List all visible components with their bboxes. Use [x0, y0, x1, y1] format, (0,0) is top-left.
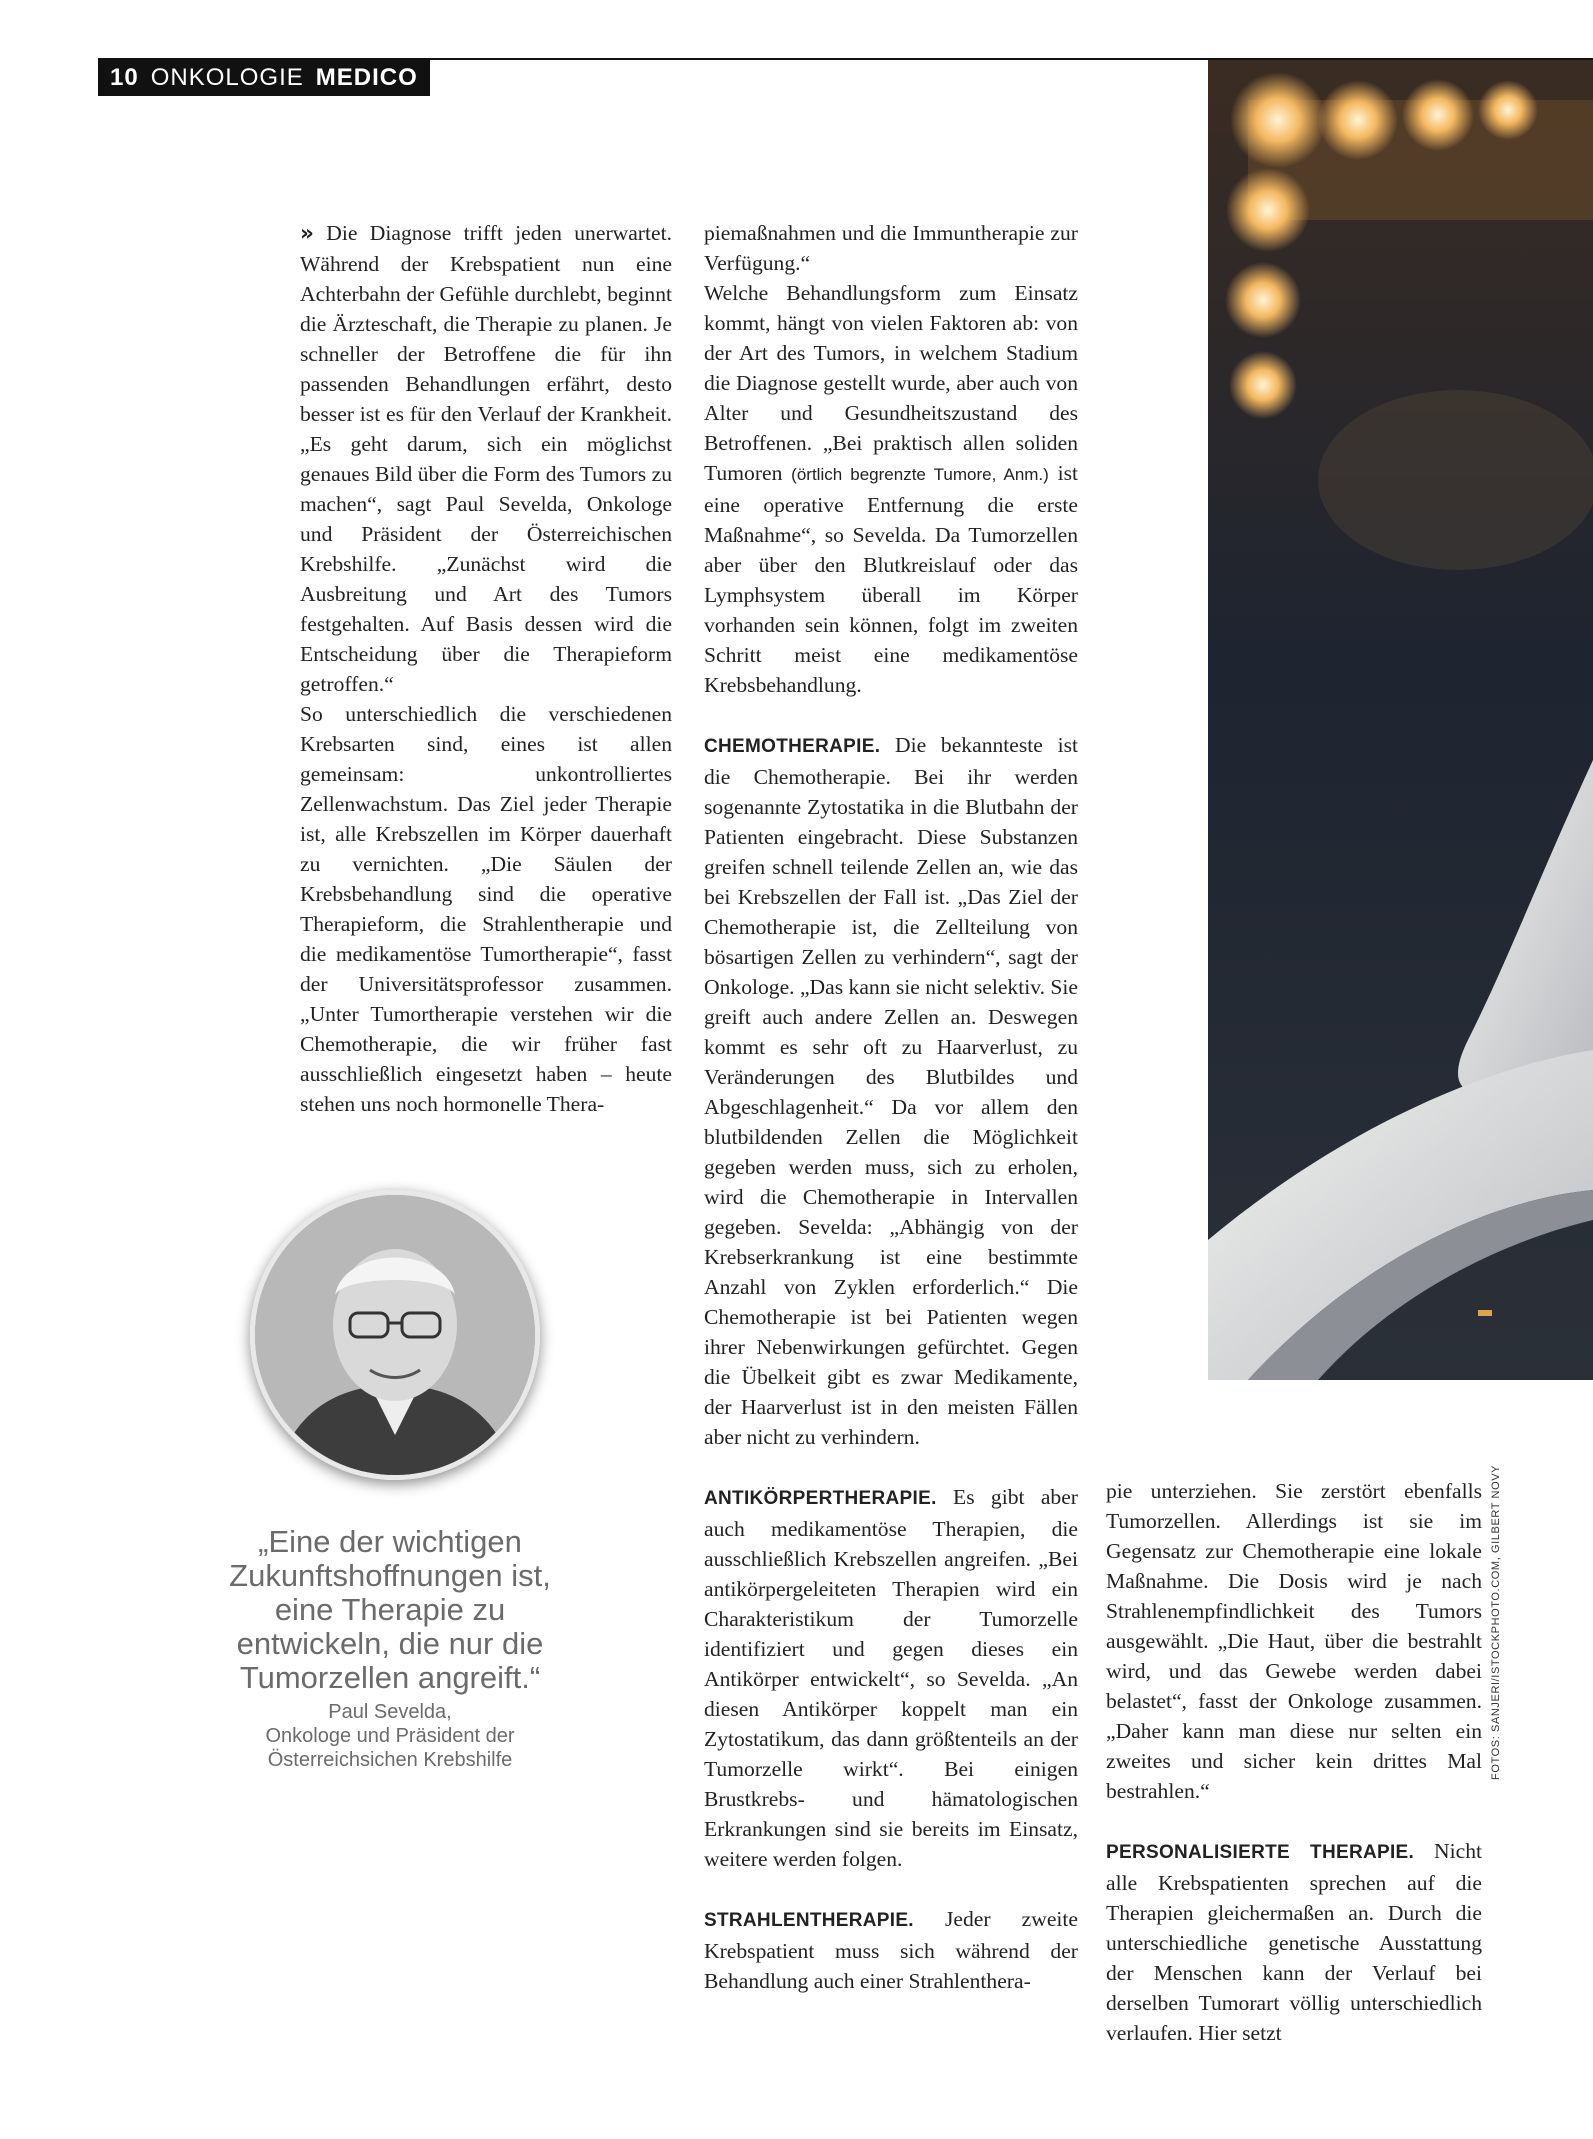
- column-2: [704, 218, 1078, 1996]
- annotation-note: (örtlich begrenzte Tumore, Anm.): [791, 465, 1049, 484]
- paragraph-continued: piemaßnahmen und die Immuntherapie zur Verfügung.“: [704, 221, 1078, 275]
- heading-radiation-therapy: STRAHLENTHERAPIE.: [704, 1910, 914, 1931]
- magazine-brand: MEDICO: [315, 64, 418, 91]
- intro-text: Die Diagnose trifft jeden unerwartet. Während der Krebspatient nun eine Achterbahn der Gefühle durchlebt, beginnt die Ärzteschaft, die Therapie zu planen. Je schneller der Betroffene die für ihn passenden Behandlungen erfährt, desto besser ist es für den Verlauf der Krankheit. „Es geht darum, sich ein möglichst genaues Bild über die Form des Tumors zu machen“, sagt Paul Sevelda, Onkologe und Präsident der Österreichischen Krebshilfe. „Zunächst wird die Ausbreitung und Art des Tumors festgehalten. Auf Basis dessen wird die Entscheidung über die Therapieform getroffen.“: [300, 221, 672, 696]
- portrait-photo: [250, 1190, 540, 1480]
- quote-author-role: Onkologe und Präsident der Österreichsichen Krebshilfe: [265, 1725, 515, 1771]
- quote-attribution: [200, 1700, 580, 1772]
- section-antibody-therapy: ANTIKÖRPERTHERAPIE. Es gibt aber auch medikamentöse Therapien, die ausschließlich Krebszellen angreifen. „Bei antikörpergeleiteten Therapien wird ein Charakteristikum der Tumorzelle identifiziert und gegen dieses ein Antikörper entwickelt“, so Sevelda. „An diesen Antikörper koppelt man ein Zytostatikum, das dann größtenteils an der Tumorzelle wirkt“. Bei einigen Brustkrebs- und hämatologischen Erkrankungen sind sie bereits im Einsatz, weitere werden folgen.: [704, 1485, 1078, 1871]
- photo-illustration: [1208, 60, 1593, 1380]
- heading-personalized-therapy: PERSONALISIERTE THERAPIE.: [1106, 1842, 1415, 1863]
- heading-chemotherapy: CHEMOTHERAPIE.: [704, 736, 881, 757]
- heading-antibody-therapy: ANTIKÖRPERTHERAPIE.: [704, 1488, 937, 1509]
- section-label: ONKOLOGIE: [150, 64, 304, 91]
- quote-author: Paul Sevelda,: [328, 1701, 452, 1723]
- pull-quote: „Eine der wichtigen Zukunftshoffnungen ist, eine Therapie zu entwickeln, die nur die Tumorzellen angreift.“: [229, 1524, 551, 1695]
- article-photo: [1208, 60, 1593, 1380]
- section-chemotherapy: CHEMOTHERAPIE. Die bekannteste ist die Chemotherapie. Bei ihr werden sogenannte Zytostatika in die Blutbahn der Patienten eingebracht. Diese Substanzen greifen schnell teilende Zellen an, wie das bei Krebszellen der Fall ist. „Das Ziel der Chemotherapie ist, die Zellteilung von bösartigen Zellen zu verhindern“, sagt der Onkologe. „Das kann sie nicht selektiv. Sie greift auch andere Zellen an. Deswegen kommt es sehr oft zu Haarverlust, zu Veränderungen des Blutbildes und Abgeschlagenheit.“ Da vor allem den blutbildenden Zellen die Möglichkeit gegeben werden muss, sich zu erholen, wird die Chemotherapie in Intervallen gegeben. Sevelda: „Abhängig von der Krebserkrankung ist eine bestimmte Anzahl von Zyklen erforderlich.“ Die Chemotherapie ist bei Patienten wegen ihrer Nebenwirkungen gefürchtet. Gegen die Übelkeit gibt es zwar Medikamente, der Haarverlust ist in den meisten Fällen aber nicht zu verhindern.: [704, 733, 1079, 1449]
- page-header: [98, 60, 430, 96]
- photo-credit: FOTOS: SANJERI/ISTOCKPHOTO.COM, GILBERT NOVY: [1490, 1464, 1502, 1780]
- page-number: 10: [110, 64, 139, 91]
- start-marker: »: [300, 221, 314, 246]
- paragraph-radiation-continued: pie unterziehen. Sie zerstört ebenfalls Tumorzellen. Allerdings ist sie im Gegensatz zur Chemotherapie eine lokale Maßnahme. Die Dosis wird je nach Strahlenempfindlichkeit des Tumors ausgewählt. „Die Haut, über die bestrahlt wird, und das Gewebe werden dabei belastet“, fasst der Onkologe zusammen. „Daher kann man diese nur selten ein zweites und sicher kein drittes Mal bestrahlen.“: [1106, 1479, 1482, 1803]
- portrait-illustration: [255, 1195, 535, 1475]
- paragraph-pillars: So unterschiedlich die verschiedenen Krebsarten sind, eines ist allen gemeinsam: unkontrolliertes Zellenwachstum. Das Ziel jeder Therapie ist, alle Krebszellen im Körper dauerhaft zu vernichten. „Die Säulen der Krebsbehandlung sind die operative Therapieform, die Strahlentherapie und die medikamentöse Tumortherapie“, fasst der Universitätsprofessor zusammen. „Unter Tumortherapie verstehen wir die Chemotherapie, die wir früher fast ausschließlich eingesetzt haben – heute stehen uns noch hormonelle Thera-: [300, 702, 672, 1116]
- intro-paragraph: [300, 218, 672, 699]
- paragraph-treatment-choice: Welche Behandlungsform zum Einsatz kommt, hängt von vielen Faktoren ab: von der Art des Tumors, in welchem Stadium die Diagnose gestellt wurde, aber auch von Alter und Gesundheitszustand des Betroffenen. „Bei praktisch allen soliden Tumoren (örtlich begrenzte Tumore, Anm.) ist eine operative Entfernung die erste Maßnahme“, so Sevelda. Da Tumorzellen aber über den Blutkreislauf oder das Lymphsystem überall im Körper vorhanden sein können, folgt im zweiten Schritt meist eine medikamentöse Krebsbehandlung.: [704, 281, 1078, 697]
- column-1: [300, 218, 672, 1119]
- section-radiation-therapy: STRAHLENTHERAPIE. Jeder zweite Krebspatient muss sich während der Behandlung auch einer Strahlenthera-: [704, 1907, 1078, 1993]
- column-3: [1106, 1476, 1482, 2048]
- section-personalized-therapy: PERSONALISIERTE THERAPIE. Nicht alle Krebspatienten sprechen auf die Therapien gleichermaßen an. Durch die unterschiedliche genetische Ausstattung der Menschen kann der Verlauf bei derselben Tumorart völlig unterschiedlich verlaufen. Hier setzt: [1106, 1839, 1482, 2045]
